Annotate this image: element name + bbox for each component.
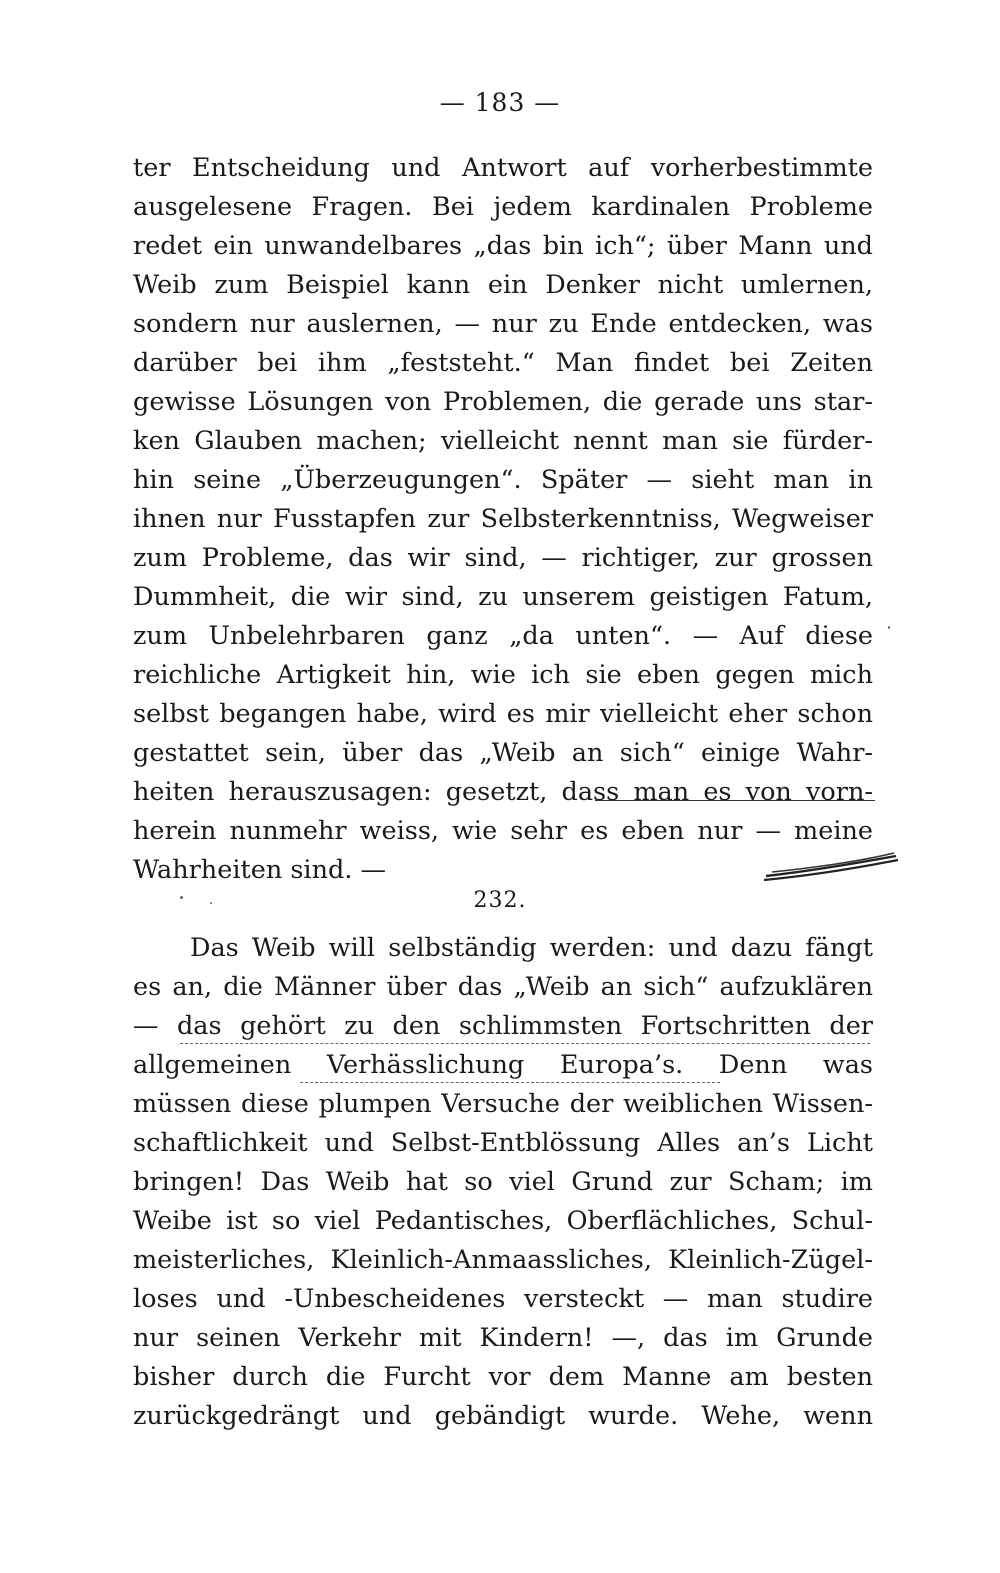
text-line: reichliche Artigkeit hin, wie ich sie eben gegen mich	[133, 660, 873, 690]
text-line: gestattet sein, über das „Weib an sich“ einige Wahr-	[133, 738, 873, 768]
text-line: Wahrheiten sind. —	[133, 855, 387, 885]
text-line: bringen! Das Weib hat so viel Grund zur Scham; im	[133, 1167, 873, 1197]
text-line: nur seinen Verkehr mit Kindern! —, das im Grunde	[133, 1323, 873, 1353]
text-line: es an, die Männer über das „Weib an sich“ aufzuklären	[133, 972, 873, 1002]
text-line: darüber bei ihm „feststeht.“ Man findet bei Zeiten	[133, 348, 873, 378]
text-line: zum Probleme, das wir sind, — richtiger, zur grossen	[133, 543, 873, 573]
text-line: sondern nur auslernen, — nur zu Ende entdecken, was	[133, 309, 873, 339]
text-line: heiten herauszusagen: gesetzt, dass man es von vorn-	[133, 777, 873, 807]
text-line: ausgelesene Fragen. Bei jedem kardinalen Probleme	[133, 192, 873, 222]
text-line: Weibe ist so viel Pedantisches, Oberflächliches, Schul-	[133, 1206, 873, 1236]
text-line: allgemeinen Verhässlichung Europa’s. Denn was	[133, 1050, 873, 1080]
pencil-dotted-underline	[180, 1043, 870, 1044]
text-line: ter Entscheidung und Antwort auf vorherbestimmte	[133, 153, 873, 183]
text-line: Das Weib will selbständig werden: und dazu fängt	[190, 933, 873, 963]
text-line: zum Unbelehrbaren ganz „da unten“. — Auf diese	[133, 621, 873, 651]
text-line: meisterliches, Kleinlich-Anmaassliches, Kleinlich-Zügel-	[133, 1245, 873, 1275]
text-line: ken Glauben machen; vielleicht nennt man sie fürder-	[133, 426, 873, 456]
pencil-emphasis-mark	[762, 850, 900, 882]
text-line: bisher durch die Furcht vor dem Manne am besten	[133, 1362, 873, 1392]
text-line: gewisse Lösungen von Problemen, die gerade uns star-	[133, 387, 873, 417]
text-line: zurückgedrängt und gebändigt wurde. Wehe, wenn	[133, 1401, 873, 1431]
pencil-underline	[595, 800, 875, 801]
pencil-dotted-underline	[300, 1082, 720, 1083]
print-speck	[888, 626, 890, 629]
text-line: schaftlichkeit und Selbst-Entblössung Alles an’s Licht	[133, 1128, 873, 1158]
text-line: Weib zum Beispiel kann ein Denker nicht umlernen,	[133, 270, 873, 300]
text-line: — das gehört zu den schlimmsten Fortschritten der	[133, 1011, 873, 1041]
text-line: hin seine „Überzeugungen“. Später — sieht man in	[133, 465, 873, 495]
page-number: — 183 —	[439, 88, 561, 117]
text-line: herein nunmehr weiss, wie sehr es eben nur — meine	[133, 816, 873, 846]
section-number: 232.	[473, 888, 527, 913]
text-line: selbst begangen habe, wird es mir vielleicht eher schon	[133, 699, 873, 729]
text-line: müssen diese plumpen Versuche der weiblichen Wissen-	[133, 1089, 873, 1119]
print-speck	[180, 896, 183, 899]
text-line: loses und -Unbescheidenes versteckt — man studire	[133, 1284, 873, 1314]
text-line: Dummheit, die wir sind, zu unserem geistigen Fatum,	[133, 582, 873, 612]
text-line: ihnen nur Fusstapfen zur Selbsterkenntniss, Wegweiser	[133, 504, 873, 534]
text-line: redet ein unwandelbares „das bin ich“; über Mann und	[133, 231, 873, 261]
print-speck	[210, 902, 212, 904]
